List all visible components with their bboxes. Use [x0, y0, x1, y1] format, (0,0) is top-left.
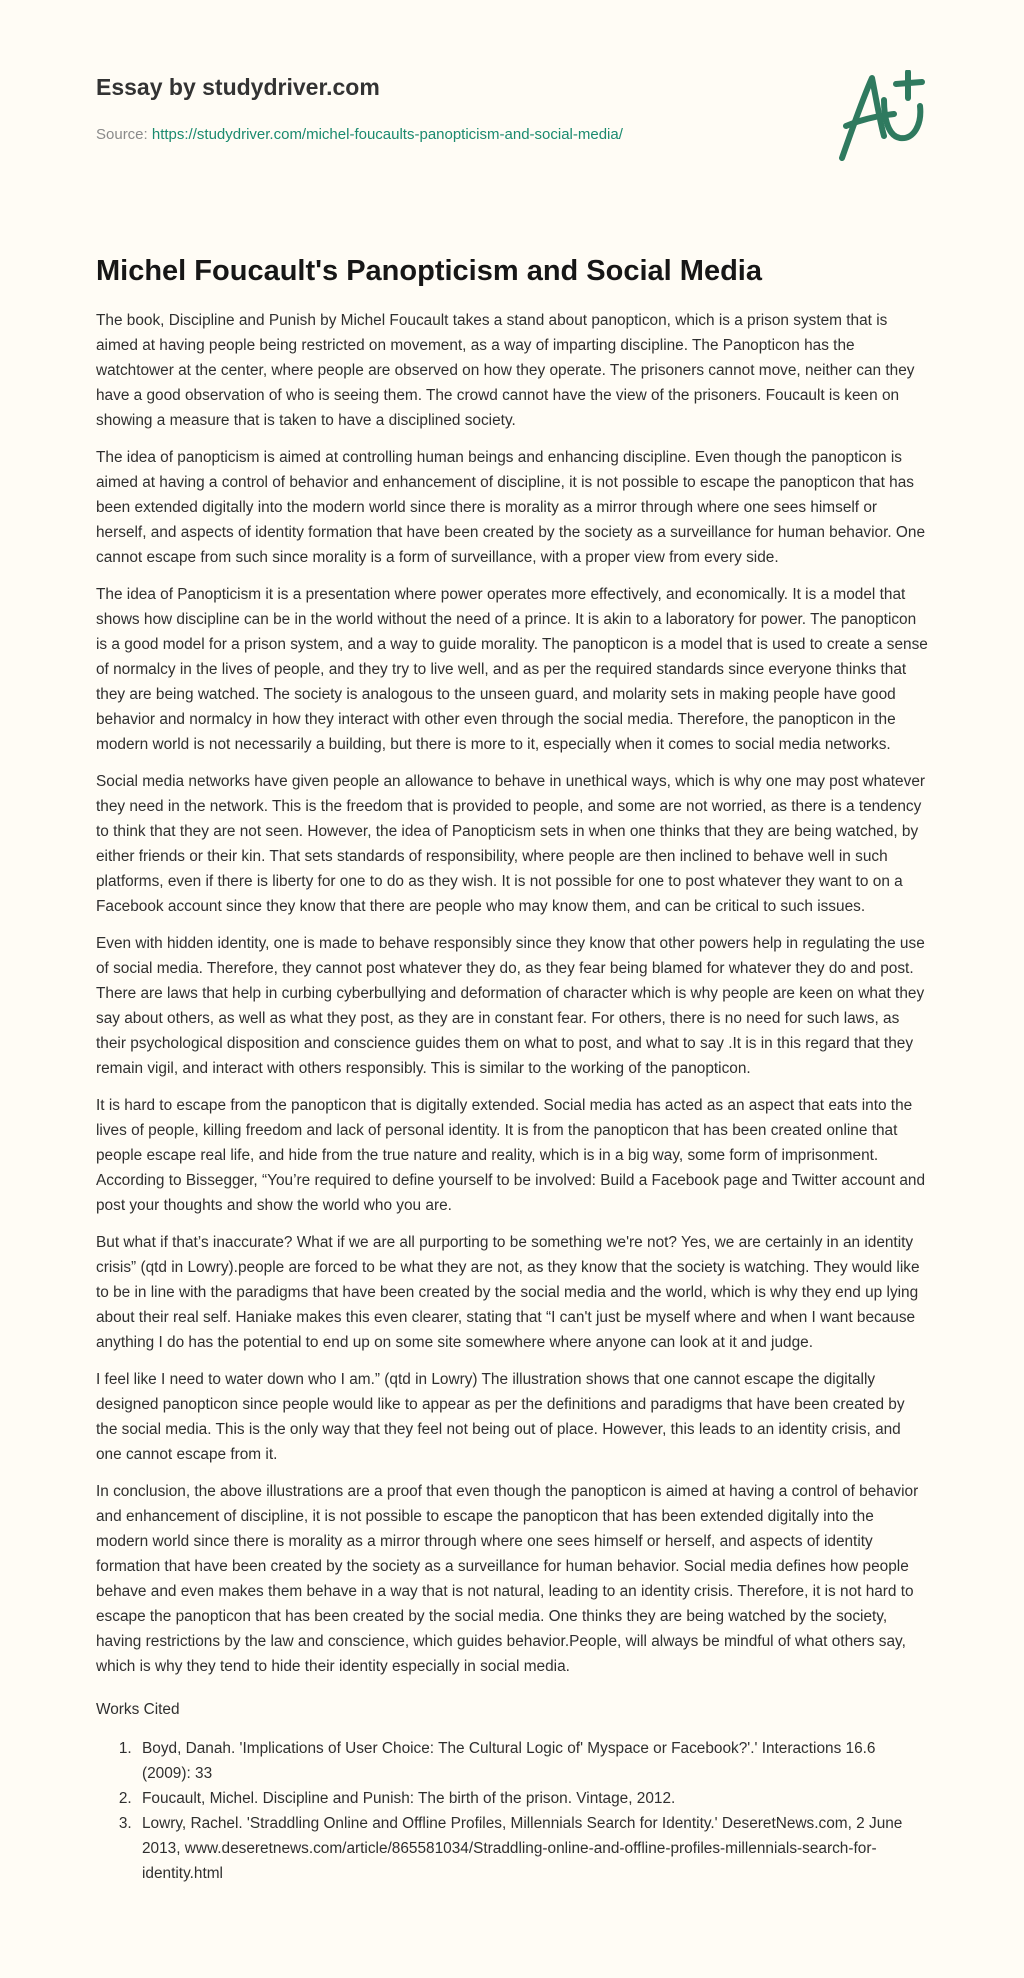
- paragraph: Social media networks have given people an allowance to behave in unethical ways, which is why one may post whatever they need in the network. This is the freedom that is provided to people, and some are not worried, as there is a tendency to think that they are not seen. However, the idea of Panopticism sets in when one thinks that they are being watched, by either friends or their kin. That sets standards of responsibility, where people are then inclined to behave well in such platforms, even if there is liberty for one to do as they wish. It is not possible for one to post whatever they want to on a Facebook account since they know that there are people who may know them, and can be critical to such issues.: [96, 773, 925, 915]
- paragraph: Even with hidden identity, one is made to behave responsibly since they know that other powers help in regulating the use of social media. Therefore, they cannot post whatever they do, as they fear being blamed for whatever they do and post. There are laws that help in curbing cyberbullying and deformation of character which is why people are keen on what they say about others, as well as what they post, as they are in constant fear. For others, there is no need for such laws, as their psychological disposition and conscience guides them on what to post, and what to say .It is in this regard that they remain vigil, and interact with others responsibly. This is similar to the working of the panopticon.: [96, 935, 925, 1077]
- paragraph: In conclusion, the above illustrations are a proof that even though the panopticon is aimed at having a control of behavior and enhancement of discipline, it is not possible to escape the panopticon that has been extended digitally into the modern world since there is morality as a mirror through where one sees himself or herself, and aspects of identity formation that have been created by the society as a surveillance for human behavior. Social media defines how people behave and even makes them behave in a way that is not natural, leading to an identity crisis. Therefore, it is not hard to escape the panopticon that has been created by the social media. One thinks they are being watched by the society, having restrictions by the law and conscience, which guides behavior.People, will always be mindful of what others say, which is why they tend to hide their identity especially in social media.: [96, 1483, 919, 1675]
- essay-article: [96, 254, 928, 1886]
- source-label: Source:: [96, 126, 148, 143]
- a-plus-logo-icon: [818, 70, 928, 170]
- page-title: Michel Foucault's Panopticism and Social Media: [96, 255, 762, 287]
- citation-item: 1. Boyd, Danah. 'Implications of User Choice: The Cultural Logic of' Myspace or Facebook?'.' Interactions 16.6 (2009): 33: [136, 1736, 928, 1786]
- paragraph: I feel like I need to water down who I am.” (qtd in Lowry) The illustration shows that one cannot escape the digitally designed panopticon since people would like to appear as per the definitions and paradigms that have been created by the social media. This is the only way that they feel not being out of place. However, this leads to an identity crisis, and one cannot escape from it.: [96, 1371, 905, 1463]
- paragraph: The idea of Panopticism it is a presentation where power operates more effectively, and economically. It is a model that shows how discipline can be in the world without the need of a prince. It is akin to a laboratory for power. The panopticon is a good model for a prison system, and a way to guide morality. The panopticon is a model that is used to create a sense of normalcy in the lives of people, and they try to live well, and as per the required standards since everyone thinks that they are being watched. The society is analogous to the unseen guard, and molarity sets in making people have good behavior and normalcy in how they interact with other even through the social media. Therefore, the panopticon in the modern world is not necessarily a building, but there is more to it, especially when it comes to social media networks.: [96, 586, 928, 753]
- site-header: [96, 74, 928, 143]
- works-cited-heading: Works Cited: [96, 1701, 180, 1718]
- paragraph: But what if that’s inaccurate? What if we are all purporting to be something we're not? Yes, we are certainly in an identity crisis” (qtd in Lowry).people are forced to be what they are not, as they know that the society is watching. They would like to be in line with the paradigms that have been created by the social media and the world, which is why they end up lying about their real self. Haniake makes this even clearer, stating that “I can't just be myself where and when I want because anything I do has the potential to end up on some site somewhere where anyone can look at it and judge.: [96, 1234, 920, 1351]
- paragraph: It is hard to escape from the panopticon that is digitally extended. Social media has acted as an aspect that eats into the lives of people, killing freedom and lack of personal identity. It is from the panopticon that has been created online that people escape real life, and hide from the true nature and reality, which is in a big way, some form of imprisonment. According to Bissegger, “You’re required to define yourself to be involved: Build a Facebook page and Twitter account and post your thoughts and show the world who you are.: [96, 1097, 926, 1214]
- source-line: [96, 126, 928, 143]
- citation-item: 3. Lowry, Rachel. 'Straddling Online and Offline Profiles, Millennials Search for Identity.' DeseretNews.com, 2 June 2013, www.deseretnews.com/article/865581034/Straddling-online-and-offline-profiles-millennials-search-for-identity.html: [136, 1811, 928, 1886]
- works-cited-list: [96, 1736, 928, 1886]
- site-brand: Essay by studydriver.com: [96, 74, 380, 100]
- source-link[interactable]: https://studydriver.com/michel-foucaults-panopticism-and-social-media/: [151, 126, 623, 143]
- paragraph: The book, Discipline and Punish by Michel Foucault takes a stand about panopticon, which is a prison system that is aimed at having people being restricted on movement, as a way of imparting discipline. The Panopticon has the watchtower at the center, where people are observed on how they operate. The prisoners cannot move, neither can they have a good observation of who is seeing them. The crowd cannot have the view of the prisoners. Foucault is keen on showing a measure that is taken to have a disciplined society.: [96, 312, 915, 429]
- paragraph: The idea of panopticism is aimed at controlling human beings and enhancing discipline. Even though the panopticon is aimed at having a control of behavior and enhancement of discipline, it is not possible to escape the panopticon that has been extended digitally into the modern world since there is morality as a mirror through where one sees himself or herself, and aspects of identity formation that have been created by the society as a surveillance for human behavior. One cannot escape from such since morality is a form of surveillance, with a proper view from every side.: [96, 449, 926, 566]
- citation-item: 2. Foucault, Michel. Discipline and Punish: The birth of the prison. Vintage, 2012.: [136, 1786, 928, 1811]
